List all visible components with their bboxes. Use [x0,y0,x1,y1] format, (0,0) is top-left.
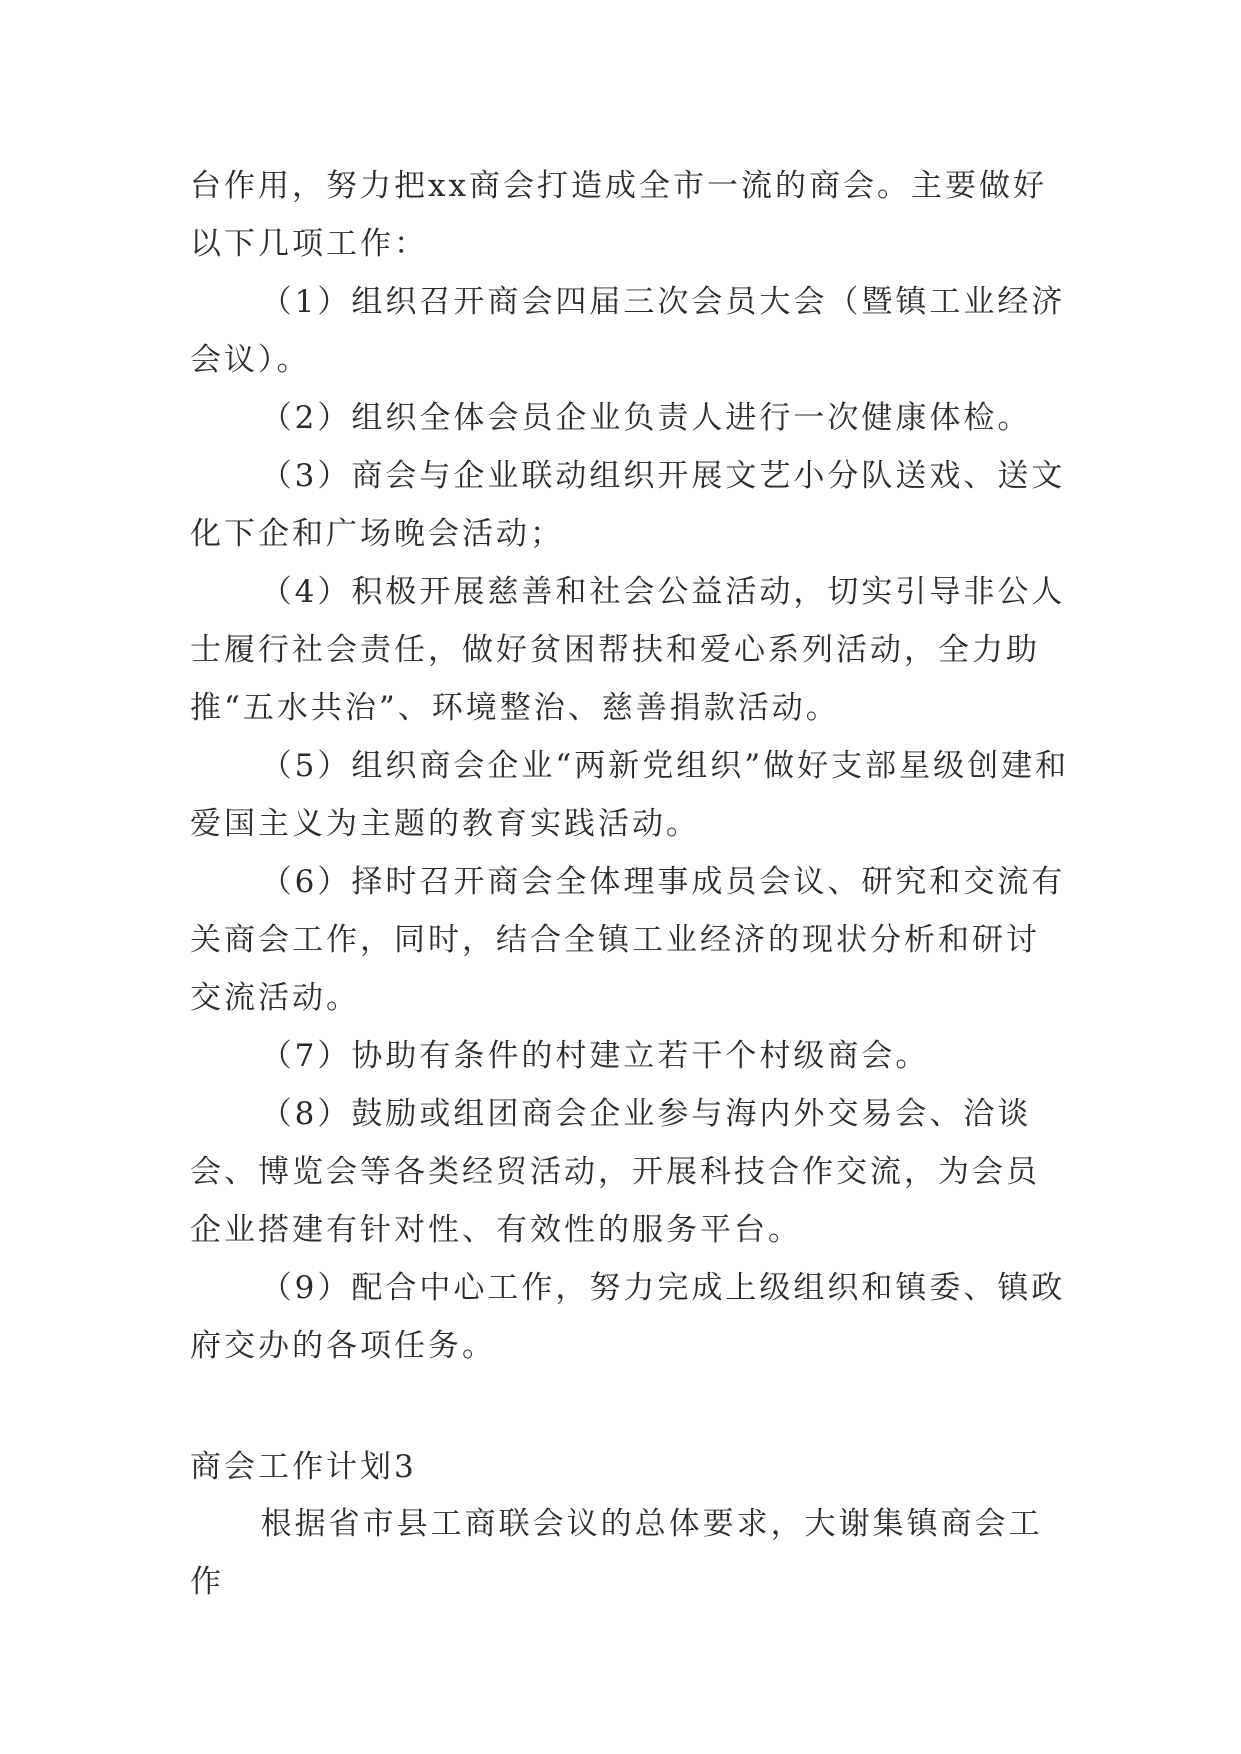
body-text [190,157,1070,1375]
paragraph-item-9: （9）配合中心工作，努力完成上级组织和镇委、镇政府交办的各项任务。 [190,1270,1066,1364]
paragraph-item-6: （6）择时召开商会全体理事成员会议、研究和交流有关商会工作，同时，结合全镇工业经济的现状分析和研讨交流活动。 [190,864,1066,1016]
paragraph-item-1: （1）组织召开商会四届三次会员大会（暨镇工业经济会议）。 [190,284,1066,378]
paragraph-item-7: （7）协助有条件的村建立若干个村级商会。 [260,1038,930,1074]
paragraph-item-2: （2）组织全体会员企业负责人进行一次健康体检。 [260,400,1032,436]
paragraph-item-3: （3）商会与企业联动组织开展文艺小分队送戏、送文化下企和广场晚会活动； [190,458,1066,552]
paragraph-intro: 台作用，努力把xx商会打造成全市一流的商会。主要做好以下几项工作： [190,168,1047,262]
paragraph-item-4: （4）积极开展慈善和社会公益活动，切实引导非公人士履行社会责任，做好贫困帮扶和爱心系列活动，全力助推“五水共治”、环境整治、慈善捐款活动。 [190,574,1066,726]
paragraph-item-5: （5）组织商会企业“两新党组织”做好支部星级创建和爱国主义为主题的教育实践活动。 [190,748,1070,842]
paragraph-item-8: （8）鼓励或组团商会企业参与海内外交易会、洽谈会、博览会等各类经贸活动，开展科技合作交流，为会员企业搭建有针对性、有效性的服务平台。 [190,1096,1040,1248]
section-first-paragraph: 根据省市县工商联会议的总体要求，大谢集镇商会工作 [190,1506,1043,1600]
section-heading: 商会工作计划3 [190,1449,417,1485]
